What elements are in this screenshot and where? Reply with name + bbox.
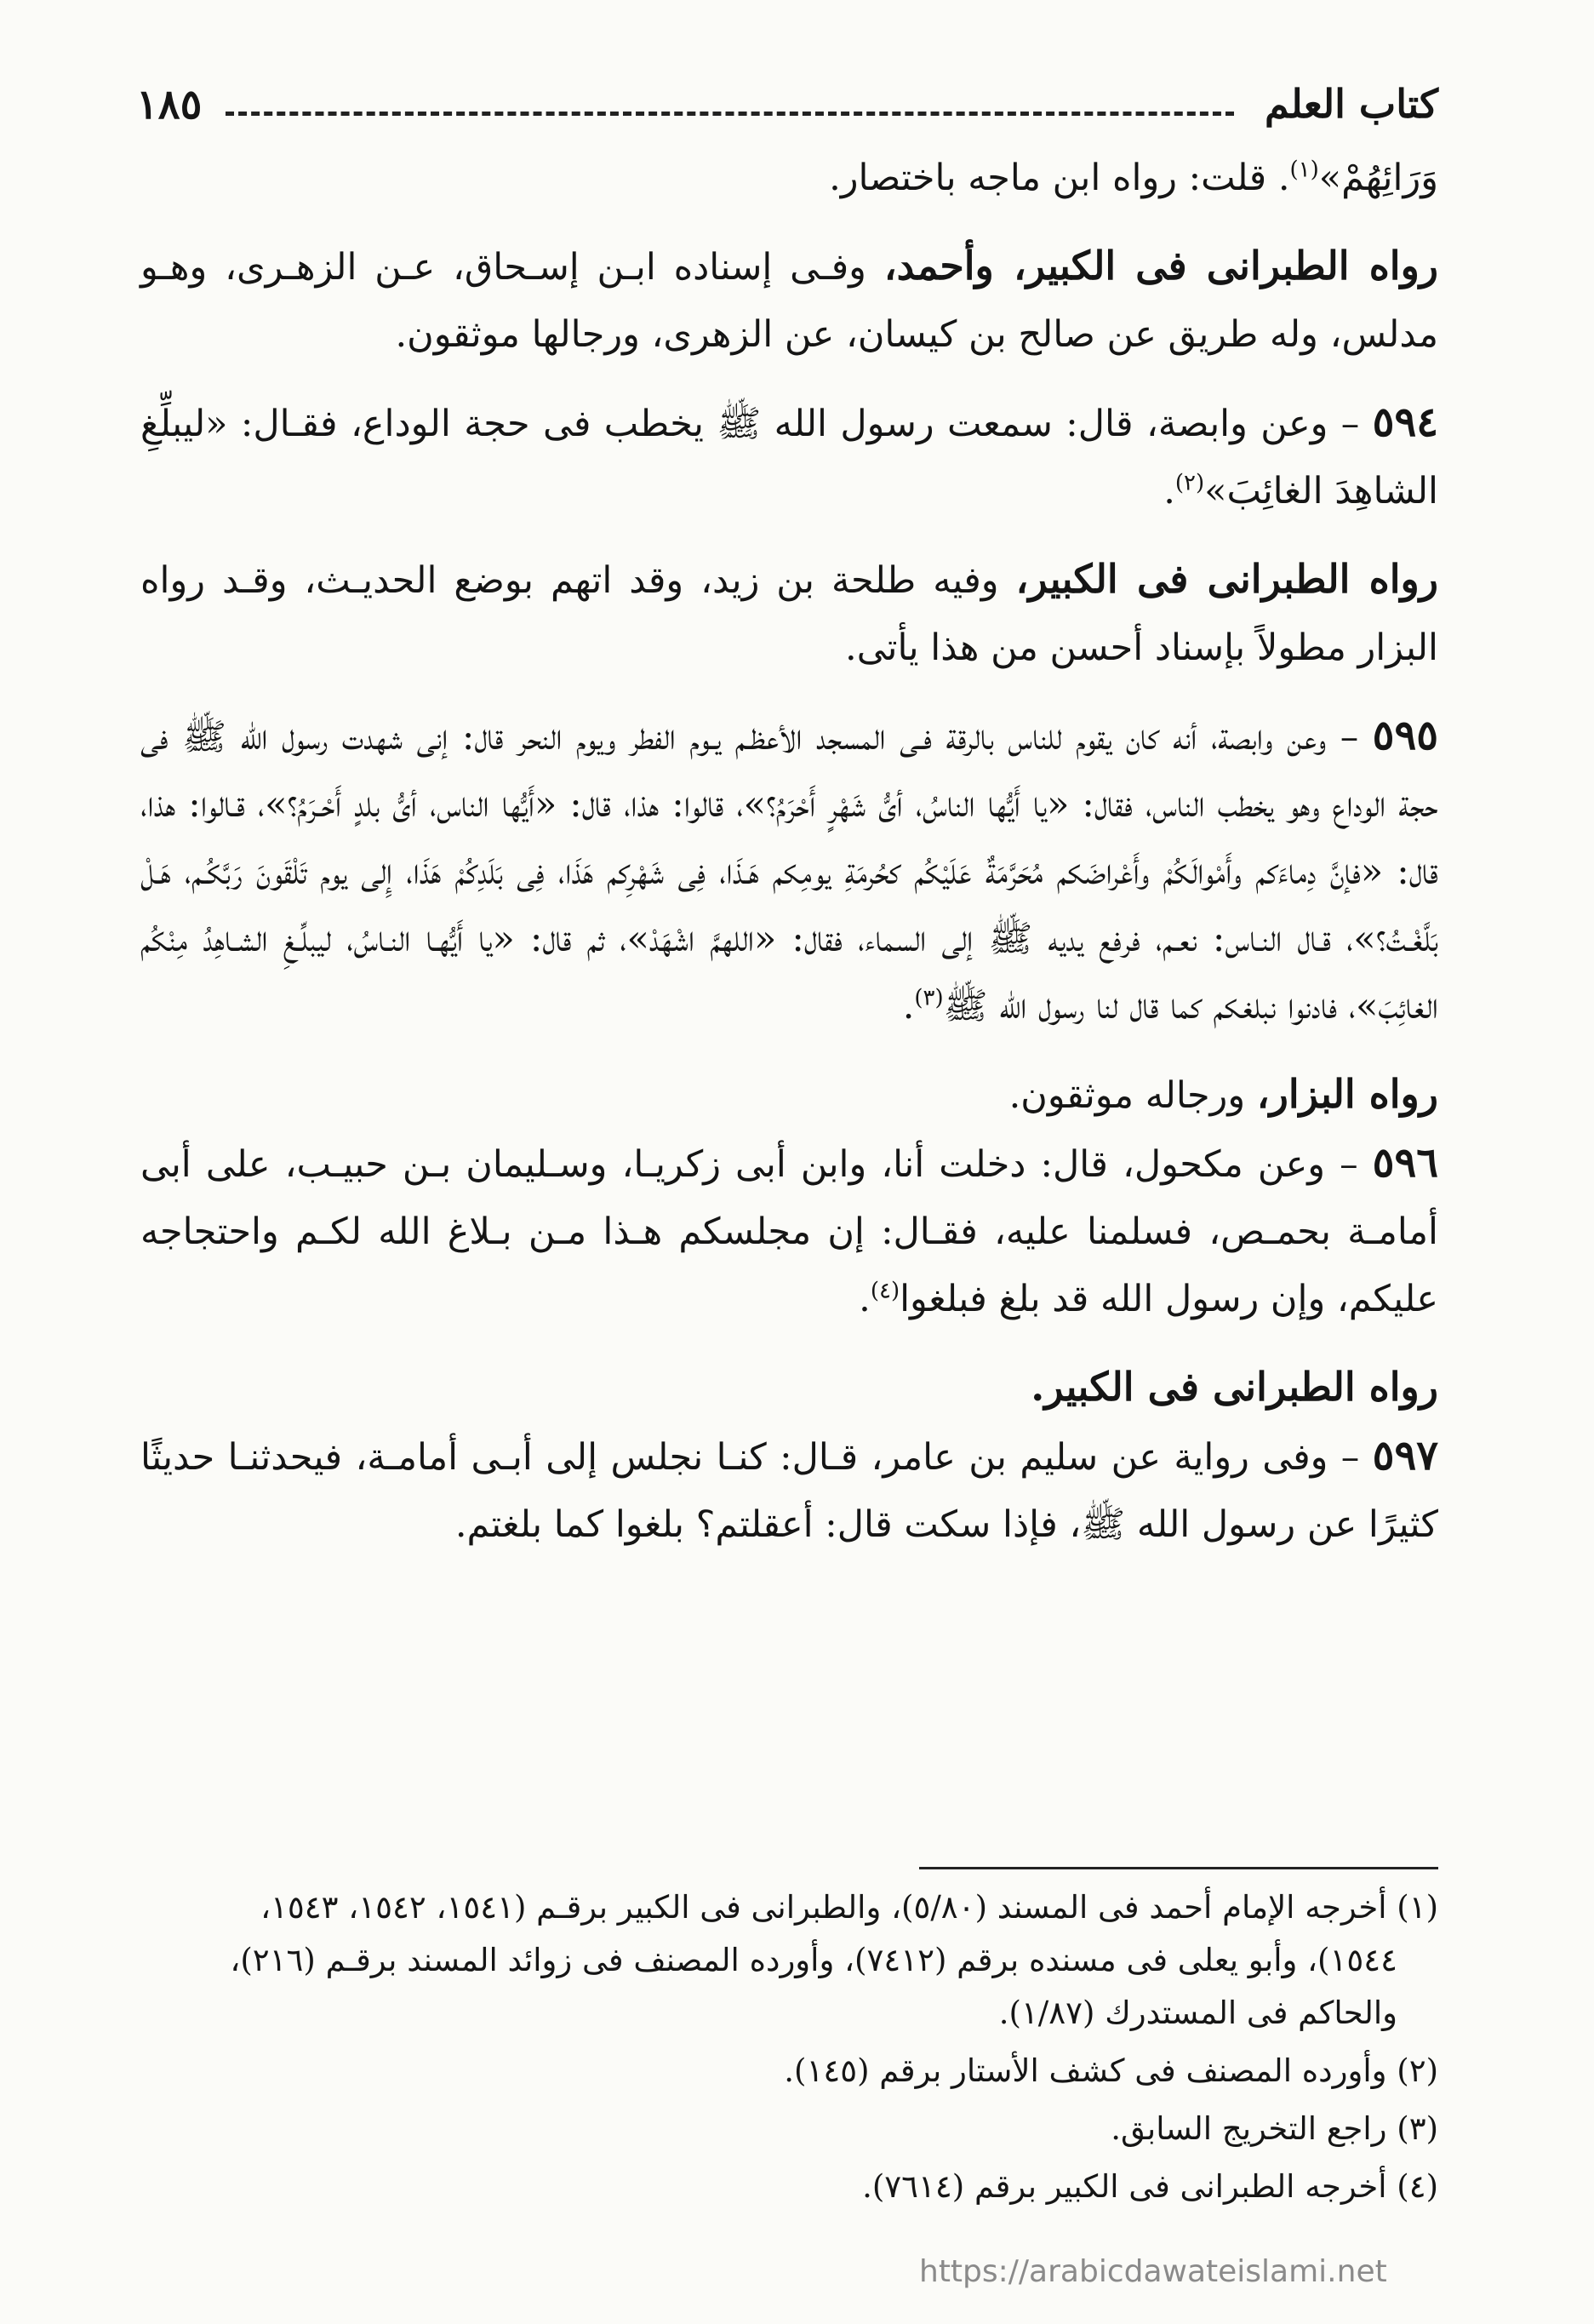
paragraph-gap (140, 1040, 1438, 1061)
hadith-paragraph (140, 1422, 1438, 1559)
paragraph-text: – وعن وابصة، أنه كان يقوم للناس بالرقة فـى المسجد الأعظـم يـوم الفطر ويوم النحر قال: إنى شهدت رسول الله ﷺ فى حجة الوداع وهو يخطب الناس، فقال: «يا أَيُّها الناسُ، أىُّ شَهْرٍ أَحْرَمُ؟»، قالوا: هذا، قال: «أَيُّها الناس، أىُّ بلدٍ أَحْـرَمُ؟»، قـالوا: هذا، قال: «فإنَّ دِماءَكم وأَمْوالَكُمْ وأَعْراضَكم مُحَرَّمَةٌ عَلَيْكُم كحُرمَةِ يومِكم هَـذَا، فِى شَهْرِكم هَذَا، فِى بَلَدِكُمْ هَذَا، إِلى يوم تَلْقَونَ رَبَّكُـم، هَـلْ بَلَّغْـتُ؟»، قـال النـاس: نعـم، فرفع يديه ﷺ إلى السماء، فقال: «اللهمَّ اشْهَدْ»، ثم قال: «يا أَيُّهـا النـاسُ، ليبلِّـغِ الشـاهِدُ مِنْكُم الغائِبَ»، فادنوا نبلغكم كما قال لنا رسول الله ﷺ (140, 716, 1438, 1027)
footnote-line: (٢) وأورده المصنف فى كشف الأستار برقم (١٤٥). (784, 2052, 1438, 2089)
watermark-url: https://arabicdawateislami.net (919, 2254, 1387, 2289)
footnote-line: (١) أخرجه الإمام أحمد فى المسند (٥/٨٠)، والطبرانى فى الكبير برقـم (١٥٤١، ١٥٤٢، ١٥٤٣، (260, 1889, 1438, 1926)
footnote-marker: (٣) (914, 985, 944, 1011)
paragraph-text: ورجاله موثقون. (1008, 1074, 1257, 1117)
paragraph-tail: . قلت: رواه ابن ماجه باختصار. (829, 157, 1290, 199)
paragraph-text: – وعن وابصة، قال: سمعت رسول الله ﷺ يخطب فى حجة الوداع، فقـال: «ليبلِّغِ الشاهِدَ الغائِبَ» (140, 403, 1438, 512)
footnote-line: (٣) راجع التخريج السابق. (1111, 2110, 1438, 2147)
footnotes (140, 1881, 1438, 2218)
hadith-paragraph (140, 1130, 1438, 1333)
footnote-separator (919, 1867, 1438, 1869)
footnote-line: (٤) أخرجه الطبرانى فى الكبير برقم (٧٦١٤). (862, 2168, 1438, 2205)
paragraph-gap (140, 369, 1438, 389)
paragraph-gap (140, 525, 1438, 546)
page-header (136, 81, 1438, 140)
hadith-paragraph (140, 389, 1438, 525)
footnote (140, 2045, 1438, 2098)
hadith-paragraph (140, 702, 1438, 1040)
source-label: رواه الطبرانى فى الكبير. (1031, 1364, 1438, 1410)
footnote (140, 1881, 1438, 2040)
source-label: رواه الطبرانى فى الكبير، وأحمد، (883, 243, 1438, 289)
hadith-number: ٥٩٤ (1372, 398, 1438, 446)
footnote (140, 2103, 1438, 2155)
footnote-marker: (٤) (870, 1278, 900, 1304)
footnote-continuation: والحاكم فى المستدرك (١/٨٧). (998, 1995, 1397, 2031)
main-text (140, 145, 1438, 1559)
text-paragraph (140, 145, 1438, 212)
paragraph-text: وَرَائِهُمْ» (1318, 157, 1438, 199)
header-dashed-rule (226, 112, 1234, 116)
paragraph-text: وفيه طلحة بن زيد، وقد اتهم بوضع الحديـث، وقـد رواه البزار مطولاً بإسناد أحسن من هذا يأتى. (140, 559, 1438, 669)
paragraph-gap (140, 212, 1438, 232)
paragraph-text: – وعن مكحول، قال: دخلت أنا، وابن أبى زكريـا، وسـليمان بـن حبيـب، على أبى أمامـة بحمـص، فسلمنا عليه، فقـال: إن مجلسكم هـذا مـن بـلاغ الله لكـم واحتجاجه عليكم، وإن رسول الله قد بلغ فبلغوا (140, 1143, 1438, 1320)
paragraph-tail: . (902, 985, 915, 1027)
chapter-title: كتاب العلم (1265, 81, 1438, 127)
source-note (140, 232, 1438, 369)
hadith-number: ٥٩٦ (1372, 1139, 1438, 1187)
footnote-continuation: ١٥٤٤)، وأبو يعلى فى مسنده برقم (٧٤١٢)، وأورده المصنف فى زوائد المسند برقـم (٢١٦)، (230, 1942, 1397, 1978)
source-label: رواه الطبرانى فى الكبير، (1015, 556, 1438, 602)
paragraph-tail: . (859, 1278, 871, 1320)
paragraph-gap (140, 1333, 1438, 1354)
source-note (140, 546, 1438, 682)
paragraph-text: – وفى رواية عن سليم بن عامر، قـال: كنـا نجلس إلى أبـى أمامـة، فيحدثنـا حديثًا كثيرًا عن رسول الله ﷺ، فإذا سكت قال: أعقلتم؟ بلغوا كما بلغتم. (140, 1436, 1438, 1546)
source-note (140, 1354, 1438, 1422)
page-number: ١٨٥ (136, 81, 203, 129)
paragraph-text: وفـى إسناده ابـن إسـحاق، عـن الزهـرى، وهـو مدلس، وله طريق عن صالح بن كيسان، عن الزهرى، ورجالها موثقون. (140, 246, 1438, 356)
source-label: رواه البزار، (1256, 1071, 1438, 1117)
footnote (140, 2161, 1438, 2213)
paragraph-gap (140, 682, 1438, 702)
paragraph-tail: . (1163, 470, 1175, 512)
source-note (140, 1061, 1438, 1130)
footnote-marker: (٢) (1174, 470, 1205, 496)
hadith-number: ٥٩٧ (1372, 1432, 1438, 1480)
footnote-marker: (١) (1289, 157, 1319, 183)
hadith-number: ٥٩٥ (1372, 712, 1438, 759)
